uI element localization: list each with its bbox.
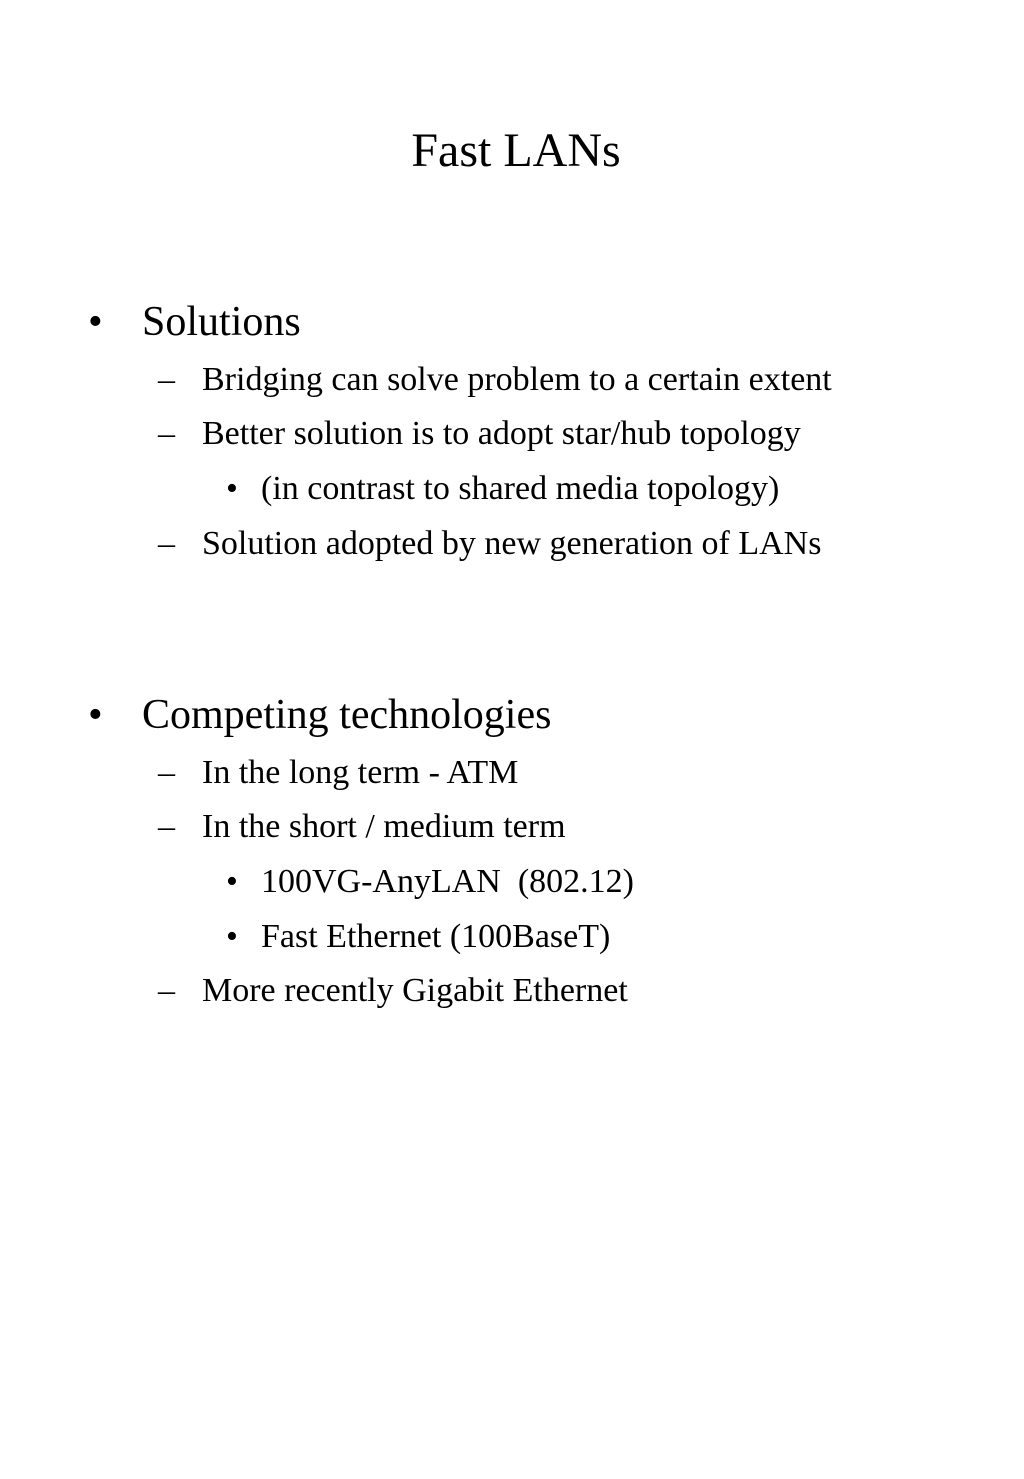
- list-item-text: In the short / medium term: [202, 808, 566, 845]
- list-item-text: Bridging can solve problem to a certain extent: [202, 361, 832, 398]
- list-item-text: Solution adopted by new generation of LANs: [202, 525, 822, 562]
- list-item: [158, 522, 958, 566]
- bullet-marker: •: [226, 863, 238, 900]
- section-competing-technologies: [88, 689, 688, 741]
- dash-marker: –: [158, 808, 175, 845]
- dash-marker: –: [158, 754, 175, 791]
- bullet-marker: •: [226, 918, 238, 955]
- slide-title: Fast LANs: [411, 124, 621, 177]
- dash-marker: –: [158, 972, 175, 1009]
- sub-list-item-text: 100VG-AnyLAN (802.12): [261, 863, 635, 900]
- sub-list-item: [226, 467, 926, 511]
- bullet-marker: •: [88, 299, 103, 345]
- section-heading: Competing technologies: [142, 692, 552, 738]
- dash-marker: –: [158, 415, 175, 452]
- list-item: [158, 412, 958, 456]
- sub-list-item-text: Fast Ethernet (100BaseT): [261, 918, 611, 955]
- section-solutions: [88, 296, 488, 348]
- list-item-text: In the long term - ATM: [202, 754, 519, 791]
- dash-marker: –: [158, 361, 175, 398]
- list-item-text: Better solution is to adopt star/hub topology: [202, 415, 801, 452]
- sub-list-item: [226, 915, 926, 959]
- list-item-text: More recently Gigabit Ethernet: [202, 972, 628, 1009]
- section-heading: Solutions: [142, 299, 301, 345]
- dash-marker: –: [158, 525, 175, 562]
- bullet-marker: •: [226, 470, 238, 507]
- list-item: [158, 358, 958, 402]
- list-item: [158, 805, 958, 849]
- list-item: [158, 969, 958, 1013]
- list-item: [158, 751, 958, 795]
- sub-list-item: [226, 860, 926, 904]
- bullet-marker: •: [88, 692, 103, 738]
- sub-list-item-text: (in contrast to shared media topology): [261, 470, 780, 507]
